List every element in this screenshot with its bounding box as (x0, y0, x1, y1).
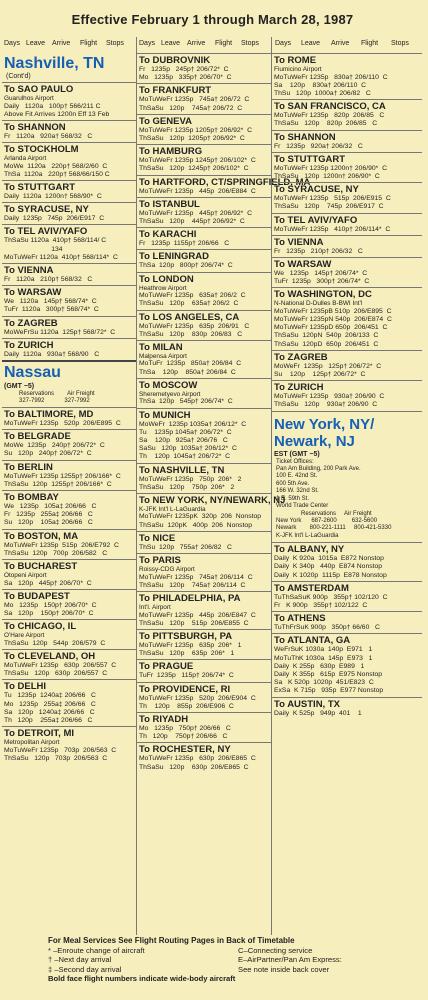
flight-row: ThSaSu 120p 745a† 206/114 C (139, 581, 246, 589)
destination-entry (2, 285, 136, 315)
flight-row: MoTuWeFr 1235p 520p 206/E904 C (139, 694, 256, 702)
destination-entry (2, 619, 136, 649)
flight-row: Sa K 520p 1020p 451/E823 C (274, 679, 374, 687)
flight-row: ThSaSu 120p 745p 206/E917 C (274, 203, 384, 211)
destination-entry (137, 493, 286, 531)
destination-entry (2, 224, 136, 263)
destination-entry (272, 697, 422, 719)
destination-entry (272, 380, 422, 410)
destination-name: To ROME (274, 55, 317, 66)
destination-name: To NASHVILLE, TN (139, 464, 225, 476)
airport-note: Otopeni Airport (4, 572, 47, 580)
destination-entry (272, 235, 422, 257)
destination-name: To NICE (139, 532, 176, 544)
col-stops: Stops (106, 40, 124, 47)
destination-entry (2, 726, 136, 764)
destination-name: To FRANKFURT (139, 85, 212, 97)
destination-entry (2, 202, 136, 224)
destination-name: To SYRACUSE, NY (4, 204, 89, 216)
flight-row: MoTuWeFr 1235pK 320p 206 Nonstop (139, 513, 262, 521)
flight-row: Daily K 355p 615p E975 Nonstop (274, 670, 383, 678)
flight-row: ThSaSu 120p 515p 206/E855 C (139, 619, 249, 627)
flight-row: MoWeFr 1235p 125p† 206/72* C (274, 362, 382, 370)
destination-name: To LONDON (139, 273, 194, 285)
destination-name: To HAMBURG (139, 146, 203, 158)
timetable-columns (0, 53, 425, 935)
ticket-office-info: Ticket Offices: Pan Am Building, 200 Park Ave. 100 E. 42nd St. 600 5th Ave. 166 W. 32nd St. 1 E. 59th St. World Trade Center Reservations Air Freight New York 687-2600 632-5600 Newark 800-221-1111 800-421-5330 K-JFK Int'l L-LaGuardia (276, 458, 392, 539)
col-days: Days (275, 40, 291, 47)
flight-row: Fr 1235p 210p† 206/32 C (274, 247, 363, 255)
destination-entry (272, 213, 422, 235)
legend-item: ‡ –Second day arrival (48, 964, 122, 974)
airport-note: K-JFK Int'l L-LaGuardia (139, 505, 206, 513)
destination-name: To ZAGREB (4, 317, 58, 329)
destination-entry (137, 272, 271, 310)
airport-note: Fiumicino Airport (274, 66, 322, 73)
flight-row: TuFr 1235p 300p† 206/74* C (274, 278, 370, 286)
destination-name: To SYRACUSE, NY (274, 184, 359, 196)
column-headers-2 (139, 40, 273, 52)
flight-row: Tu 1235p 1240a‡ 206/66 C (4, 692, 96, 700)
col-leave: Leave (26, 40, 46, 47)
destination-name: To ISTANBUL (139, 198, 200, 210)
flight-row: Sa 120p 445p† 206/70* C (4, 579, 92, 587)
airport-note: Malpensa Airport (139, 352, 187, 360)
flight-row: Mo 1235p 750p† 206/66 C (139, 724, 231, 732)
destination-list (272, 53, 422, 411)
legend-item: † –Next day arrival (48, 955, 112, 964)
flight-row: Fr 1235p 920a† 206/32 C (274, 142, 363, 150)
col-days: Days (139, 40, 155, 47)
footer-legend (0, 936, 425, 984)
flight-row: MoWe 1235p 240p† 206/72* C (4, 442, 105, 450)
destination-name: To NEW YORK, NY/NEWARK, NJ (139, 494, 286, 506)
flight-row: MoTuWeFr 1235p 445p 206/E847 C (139, 611, 256, 619)
destination-entry (2, 142, 136, 180)
destination-name: To DETROIT, MI (4, 728, 75, 740)
destination-entry (2, 529, 136, 559)
flight-row: ThSaSu 1120a 410p† 568/114/ C (4, 237, 107, 245)
flight-row: Tu 1235p 1045a† 206/72* C (139, 428, 232, 436)
flight-row: MoWeFr 1235p 1035a† 206/12* C (139, 420, 247, 428)
destination-name: To SAO PAULO (4, 84, 74, 95)
destination-name: To AUSTIN, TX (274, 698, 340, 710)
flight-row: ThSa 120p 800p† 206/74* C (139, 262, 233, 270)
destination-name: To BOSTON, MA (4, 530, 79, 542)
destination-name: To ATLANTA, GA (274, 635, 351, 647)
destination-entry (2, 120, 136, 142)
flight-row: MoTuThK 1030a 145p E973 1 (274, 654, 373, 662)
destination-list (2, 82, 136, 360)
col-flight: Flight (215, 40, 233, 47)
flight-row: ThSaSu 120p 703p 206/563 C (4, 754, 108, 762)
column-1 (2, 53, 136, 935)
col-flight: Flight (361, 40, 379, 47)
flight-row: ExSa K 715p 935p E977 Nonstop (274, 687, 384, 695)
flight-row: MoTuWeFr 1235p 635p 206/91 C (139, 322, 250, 330)
destination-name: To LENINGRAD (139, 251, 210, 263)
destination-name: To ATHENS (274, 613, 326, 625)
destination-name: To VIENNA (274, 236, 324, 248)
flight-row: MoTuWeFr 1235p 515p 206/E915 C (274, 195, 391, 203)
flight-row: MoTuWeFr 1235p 445p† 206/92* C (139, 209, 252, 217)
flight-row: MoTuWeFr 1235p 750p 206* 2 (139, 475, 242, 483)
flight-row: ThSu 120p 755a† 206/82 C (139, 543, 232, 551)
flight-row: TuFr 1235p 115p† 206/74* C (139, 672, 234, 680)
destination-name: To BUDAPEST (4, 590, 70, 602)
footer-title: For Meal Services See Flight Routing Pages in Back of Timetable (48, 936, 295, 945)
destination-name: To RIYADH (139, 713, 189, 725)
destination-entry (137, 629, 271, 659)
flight-row: ThSaSu 120p 830p 206/83 C (139, 330, 243, 338)
destination-name: To ALBANY, NY (274, 544, 345, 556)
flight-row: MoTuWeFr 1235p 635p 206* 1 (139, 641, 242, 649)
flight-row: ThSaSu 120p 1205p† 206/92* C (139, 135, 245, 143)
legend-item: C–Connecting service (238, 945, 313, 955)
destination-entry (137, 463, 271, 493)
airport-note: Heathrow Airport (139, 284, 187, 292)
flight-row: Sa 120p 150p† 206/70* C (4, 609, 94, 617)
destination-entry (272, 581, 422, 611)
destination-entry (272, 542, 422, 581)
flight-row: ThSaSu 120p 445p† 206/92* C (139, 218, 245, 226)
flight-row: MoTuWeFr 1235p 745a† 206/114 C (139, 573, 253, 581)
flight-row: ThSaSu 120p 820p 206/85 C (274, 120, 378, 128)
col-arrive: Arrive (331, 40, 350, 47)
flight-row: ThSaSu 120p 750p 206* 2 (139, 483, 235, 491)
flight-row: Daily 1120a 930a† 568/90 C (4, 350, 100, 358)
destination-entry (137, 144, 271, 174)
flight-row: ThSaSu 120p 630p 206/E865 C (139, 763, 249, 771)
destination-entry (272, 287, 422, 350)
destination-entry (2, 263, 136, 285)
flight-row: MoTuWeFr 1235p 820p 206/85 C (274, 112, 385, 120)
airport-note: Metropolitan Airport (4, 739, 60, 747)
destination-entry (2, 460, 136, 490)
flight-row: Su 120p 105a‡ 206/66 C (4, 519, 93, 527)
airport-note: O'Hare Airport (4, 632, 45, 640)
destination-entry (137, 83, 271, 113)
destination-name: To BALTIMORE, MD (4, 409, 94, 421)
destination-name: To MILAN (139, 341, 183, 353)
flight-row: MoTuWeFr 1235p 1245p† 206/102* C (139, 157, 256, 165)
flight-row: Daily 1120a 1200n† 568/90* C (4, 193, 102, 201)
flight-row: Daily K 920a 1015a E872 Nonstop (274, 555, 384, 563)
destination-name: To SHANNON (4, 121, 66, 133)
flight-row: ThSa 1120a 220p† 568/66/150 C (4, 170, 110, 178)
flight-row: Sa 120p 925a† 206/76 C (139, 436, 228, 444)
destination-entry (137, 531, 271, 553)
destination-name: To SHANNON (274, 131, 336, 143)
column-headers-3 (275, 40, 425, 52)
flight-row: MoTuWeFr 1235p 635a† 206/2 C (139, 292, 246, 300)
destination-entry (137, 659, 271, 681)
destination-entry (137, 742, 271, 772)
flight-row: Sa 120p 830a† 206/110 C (274, 81, 367, 89)
destination-entry (2, 589, 136, 619)
destination-entry (137, 53, 271, 83)
destination-name: To PRAGUE (139, 661, 194, 673)
flight-row: Fr 1120a 210p† 568/32 C (4, 276, 93, 284)
continued-note: (Cont'd) (6, 73, 31, 80)
flight-row: Daily 1235p 745p 206/E917 C (4, 215, 105, 223)
flight-row: Th 120p 750p† 206/66 C (139, 733, 228, 741)
flight-row: Fr 1235p 245p† 206/72* C (139, 66, 229, 73)
flight-row: MoTuWeFr 1120a 410p† 568/114* C (4, 253, 118, 261)
destination-entry (272, 611, 422, 633)
flight-row: MoTuWeFr 1235p 445p 206/E884 C (139, 187, 256, 195)
col-leave: Leave (301, 40, 321, 47)
destination-name: To TEL AVIV/YAFO (4, 226, 88, 238)
destination-name: To ZURICH (274, 382, 324, 394)
footer-note: Bold face flight numbers indicate wide-body aircraft (48, 974, 236, 983)
flight-row: ThSaSu 120pK 400p 206 Nonstop (139, 521, 252, 529)
destination-name: To MUNICH (139, 409, 191, 421)
flight-row: Fr 1120a 920a† 568/32 C (4, 132, 93, 140)
flight-row: MoTuFr 1235p 850a† 206/84 C (139, 360, 242, 368)
flight-row: MoTuWeFr 1235p 1205p† 206/92* C (139, 126, 252, 134)
airport-note: Int'l. Airport (139, 604, 171, 611)
timezone: (GMT −5) (4, 383, 35, 391)
flight-row: MoTuWeFr 1235p 830a† 206/110 C (274, 73, 388, 81)
destination-name: To PARIS (139, 555, 181, 567)
flight-row: MoTuWeFr 1235p 1255p† 206/166* C (4, 472, 121, 480)
flight-row: MoTuWeFr 1235p 515p 206/E792 C (4, 541, 119, 549)
destination-entry (2, 180, 136, 202)
flight-row: Su 120p 125p† 206/72* C (274, 371, 366, 379)
col-flight: Flight (80, 40, 98, 47)
destination-entry (137, 712, 271, 742)
column-headers-1 (4, 40, 138, 52)
flight-row: TuThSaSuK 900p 355p† 102/120 C (274, 593, 388, 601)
destination-entry (2, 82, 136, 120)
destination-name: To KARACHI (139, 229, 197, 241)
destination-entry (137, 197, 271, 227)
flight-row: Mo 1235p 150p† 206/70* C (4, 601, 97, 609)
flight-row: MoWeFrSu 1120a 125p† 568/72* C (4, 328, 116, 336)
origin-city: Nashville, TN (4, 55, 105, 72)
flight-row: ThSaSu 120p 544p 206/579 C (4, 639, 106, 647)
flight-row: ThSaSu 120pN 540p 206/133 C (274, 332, 379, 340)
destination-list (2, 407, 136, 764)
col-arrive: Arrive (187, 40, 206, 47)
destination-entry (2, 407, 136, 429)
destination-entry (2, 316, 136, 338)
col-arrive: Arrive (52, 40, 71, 47)
flight-row: Daily K 1020p 1115p E878 Nonstop (274, 571, 387, 579)
col-stops: Stops (391, 40, 409, 47)
flight-row: WeFrSuK 1030a 140p E971 1 (274, 646, 373, 654)
flight-row: Daily K 255p 630p E989 1 (274, 662, 365, 670)
flight-row: Above Fit Arrives 1200n Eff 13 Feb (4, 110, 110, 118)
destination-name: To VIENNA (4, 265, 54, 277)
legend-item: E–AirPartner/Pan Am Express: (238, 955, 342, 964)
flight-row: MoTuWeFr 1235p 1200n† 206/90* C (274, 164, 387, 172)
col-stops: Stops (241, 40, 259, 47)
legend-item: * –Enroute change of aircraft (48, 945, 145, 955)
destination-name: To STUTTGART (4, 182, 76, 194)
col-days: Days (4, 40, 20, 47)
flight-row: SaSu 120p 1035a† 206/12* C (139, 445, 237, 453)
flight-row: ThSaSu 120p 635a† 206/2 C (139, 300, 239, 308)
flight-row: ThSaSu 120p 745a† 206/72 C (139, 104, 243, 112)
flight-row: MoTuWeFr 1235p 930a† 206/90 C (274, 393, 385, 401)
destination-entry (272, 350, 422, 380)
flight-row: MoTuWeFr 1235p 520p 206/E895 C (4, 420, 121, 428)
destination-name: To ROCHESTER, NY (139, 744, 231, 756)
origin-city: Nassau (2, 360, 136, 382)
flight-row: MoTuWeFr 1235pD 650p 206/451 C (274, 324, 388, 332)
destination-entry (2, 490, 136, 529)
flight-row: ThSaSu 120p 930a† 206/90 C (274, 401, 378, 409)
flight-row: Mo 1235p 255a‡ 206/66 C (4, 700, 96, 708)
destination-name: To WARSAW (4, 287, 62, 299)
flight-row: MoTuWeFr 1235pB 510p 206/E895 C (274, 307, 392, 315)
destination-entry (272, 130, 422, 152)
flight-row: ThSa 120p 850a† 206/84 C (139, 368, 236, 376)
flight-row: Th 120p 255a‡ 206/66 C (4, 716, 93, 724)
flight-row: MoTuWeFr 1235p 630p 206/E865 C (139, 755, 256, 763)
destination-name: To CLEVELAND, OH (4, 650, 96, 662)
timetable-header: Effective February 1 through March 28, 1987 (71, 12, 354, 27)
flight-row: Daily K 525p 949p 401 1 (274, 709, 362, 717)
destination-entry (272, 99, 422, 129)
flight-row: ThSaSu 120p 630p 206/557 C (4, 670, 108, 678)
origin-city: New York, NY/ Newark, NJ (272, 411, 422, 450)
destination-entry (137, 175, 311, 197)
destination-name: To WARSAW (274, 258, 332, 270)
flight-row: ThSa 120p 545p† 206/74* C (139, 398, 233, 406)
flight-row: Fr K 900p 355p† 102/122 C (274, 601, 368, 609)
flight-row: ThSaSu 120p 700p 206/582 C (4, 549, 108, 557)
flight-row: Daily K 340p 440p E874 Nonstop (274, 563, 383, 571)
column-3 (272, 53, 422, 935)
flight-row: We 1235p 145p† 206/74* C (274, 269, 368, 277)
destination-name: To AMSTERDAM (274, 582, 349, 594)
flight-row: We 1120a 145p† 568/74* C (4, 298, 97, 306)
flight-row: ThSaSu 120p 1245p† 206/102* C (139, 165, 249, 173)
airport-note: N-National D-Dulles B-BWI Int'l (274, 300, 363, 308)
flight-row: Th 120p 1045a† 206/72* C (139, 453, 231, 461)
flight-row: Th 120p 855p 206/E906 C (139, 702, 234, 710)
destination-name: To ZURICH (4, 339, 54, 351)
flight-row: MoTuWeFr 1235p 630p 206/557 C (4, 661, 117, 669)
destination-name: To SAN FRANCISCO, CA (274, 101, 386, 113)
destination-entry (137, 310, 271, 340)
destination-name: To GENEVA (139, 115, 192, 127)
destination-entry (137, 340, 271, 378)
destination-entry (2, 429, 136, 459)
destination-entry (2, 679, 136, 726)
flight-row: ThSu 120p 1000a† 206/82 C (274, 89, 371, 97)
flight-row: MoTuWeFr 1235pN 540p 206/E874 C (274, 316, 392, 324)
flight-row: TuFr 1120a 300p† 568/74* C (4, 306, 99, 314)
destination-name: To PROVIDENCE, RI (139, 683, 231, 695)
destination-entry (272, 633, 422, 696)
timezone: EST (GMT −5) (274, 450, 320, 458)
destination-name: To HARTFORD, CT/SPRINGFIELD, MA (139, 176, 311, 188)
flight-row: MoWe 1120a 220p† 568/2/60 C (4, 162, 108, 170)
flight-row: Fr 1235p 255a‡ 206/66 C (4, 511, 93, 519)
flight-row: ThSaSu 120p 1255p† 206/166* C (4, 480, 112, 488)
airport-note: Sheremetyevo Airport (139, 390, 201, 398)
airport-note: Roissy-CDG Airport (139, 566, 195, 574)
airport-note: Guarulhos Airport (4, 95, 54, 102)
flight-row: MoTuWeFr 1235p 745a† 206/72 C (139, 96, 250, 104)
destination-entry (137, 408, 271, 463)
flight-row: TuThFrSuK 900p 350p† 66/60 C (274, 624, 380, 632)
destination-name: To STOCKHOLM (4, 144, 79, 156)
flight-row: ThSaSu 120p 635p 206* 1 (139, 650, 235, 658)
destination-name: To DELHI (4, 681, 47, 693)
flight-row: MoTuWeFr 1235p 703p 206/563 C (4, 746, 117, 754)
destination-entry (2, 649, 136, 679)
destination-name: To LOS ANGELES, CA (139, 311, 240, 323)
destination-entry (137, 114, 271, 144)
destination-entry (2, 559, 136, 589)
col-leave: Leave (161, 40, 181, 47)
destination-name: To CHICAGO, IL (4, 621, 77, 633)
flight-row: Mo 1235p 335p† 206/70* C (139, 74, 232, 82)
destination-name: To ZAGREB (274, 351, 328, 363)
destination-entry (272, 257, 422, 287)
destination-entry (137, 591, 271, 629)
destination-name: To STUTTGART (274, 153, 346, 165)
destination-name: To PITTSBURGH, PA (139, 630, 233, 642)
destination-entry (137, 227, 271, 249)
destination-name: To MOSCOW (139, 379, 198, 391)
destination-entry (137, 378, 271, 408)
flight-row: 134 (4, 245, 63, 253)
flight-row: Fr 1235p 1155p† 206/66 C (139, 240, 230, 248)
legend-item: See note inside back cover (238, 964, 330, 974)
destination-name: To BERLIN (4, 461, 53, 473)
destination-entry (2, 338, 136, 360)
contact-numbers: Reservations Air Freight 327-7992 327-7992 (19, 391, 95, 405)
destination-name: To BELGRADE (4, 431, 71, 443)
flight-row: ThSaSu 120pD 650p 206/451 C (274, 340, 379, 348)
destination-entry (272, 152, 422, 182)
destination-name: To TEL AVIV/YAFO (274, 214, 358, 226)
destination-name: To DUBROVNIK (139, 55, 211, 66)
destination-list (272, 542, 422, 719)
flight-row: Sa 120p 1240a‡ 206/66 C (4, 708, 95, 716)
destination-entry (272, 53, 422, 99)
airport-note: Arlanda Airport (4, 155, 47, 163)
flight-row: We 1235p 105a‡ 206/66 C (4, 503, 97, 511)
destination-name: To BUCHAREST (4, 561, 78, 573)
destination-entry (137, 249, 271, 271)
destination-entry (272, 182, 422, 212)
flight-row: ThSaSu 120p 1200n† 206/90* C (274, 172, 380, 180)
destination-name: To PHILADELPHIA, PA (139, 593, 241, 604)
destination-entry (137, 553, 271, 591)
destination-name: To WASHINGTON, DC (274, 289, 372, 301)
destination-entry (137, 682, 271, 712)
flight-row: MoTuWeFr 1235p 410p† 206/114* C (274, 225, 391, 233)
destination-name: To BOMBAY (4, 492, 59, 504)
flight-row: Daily 1120a 100p† 566/211 C (4, 102, 101, 110)
flight-row: Su 120p 240p† 206/72* C (4, 450, 92, 458)
